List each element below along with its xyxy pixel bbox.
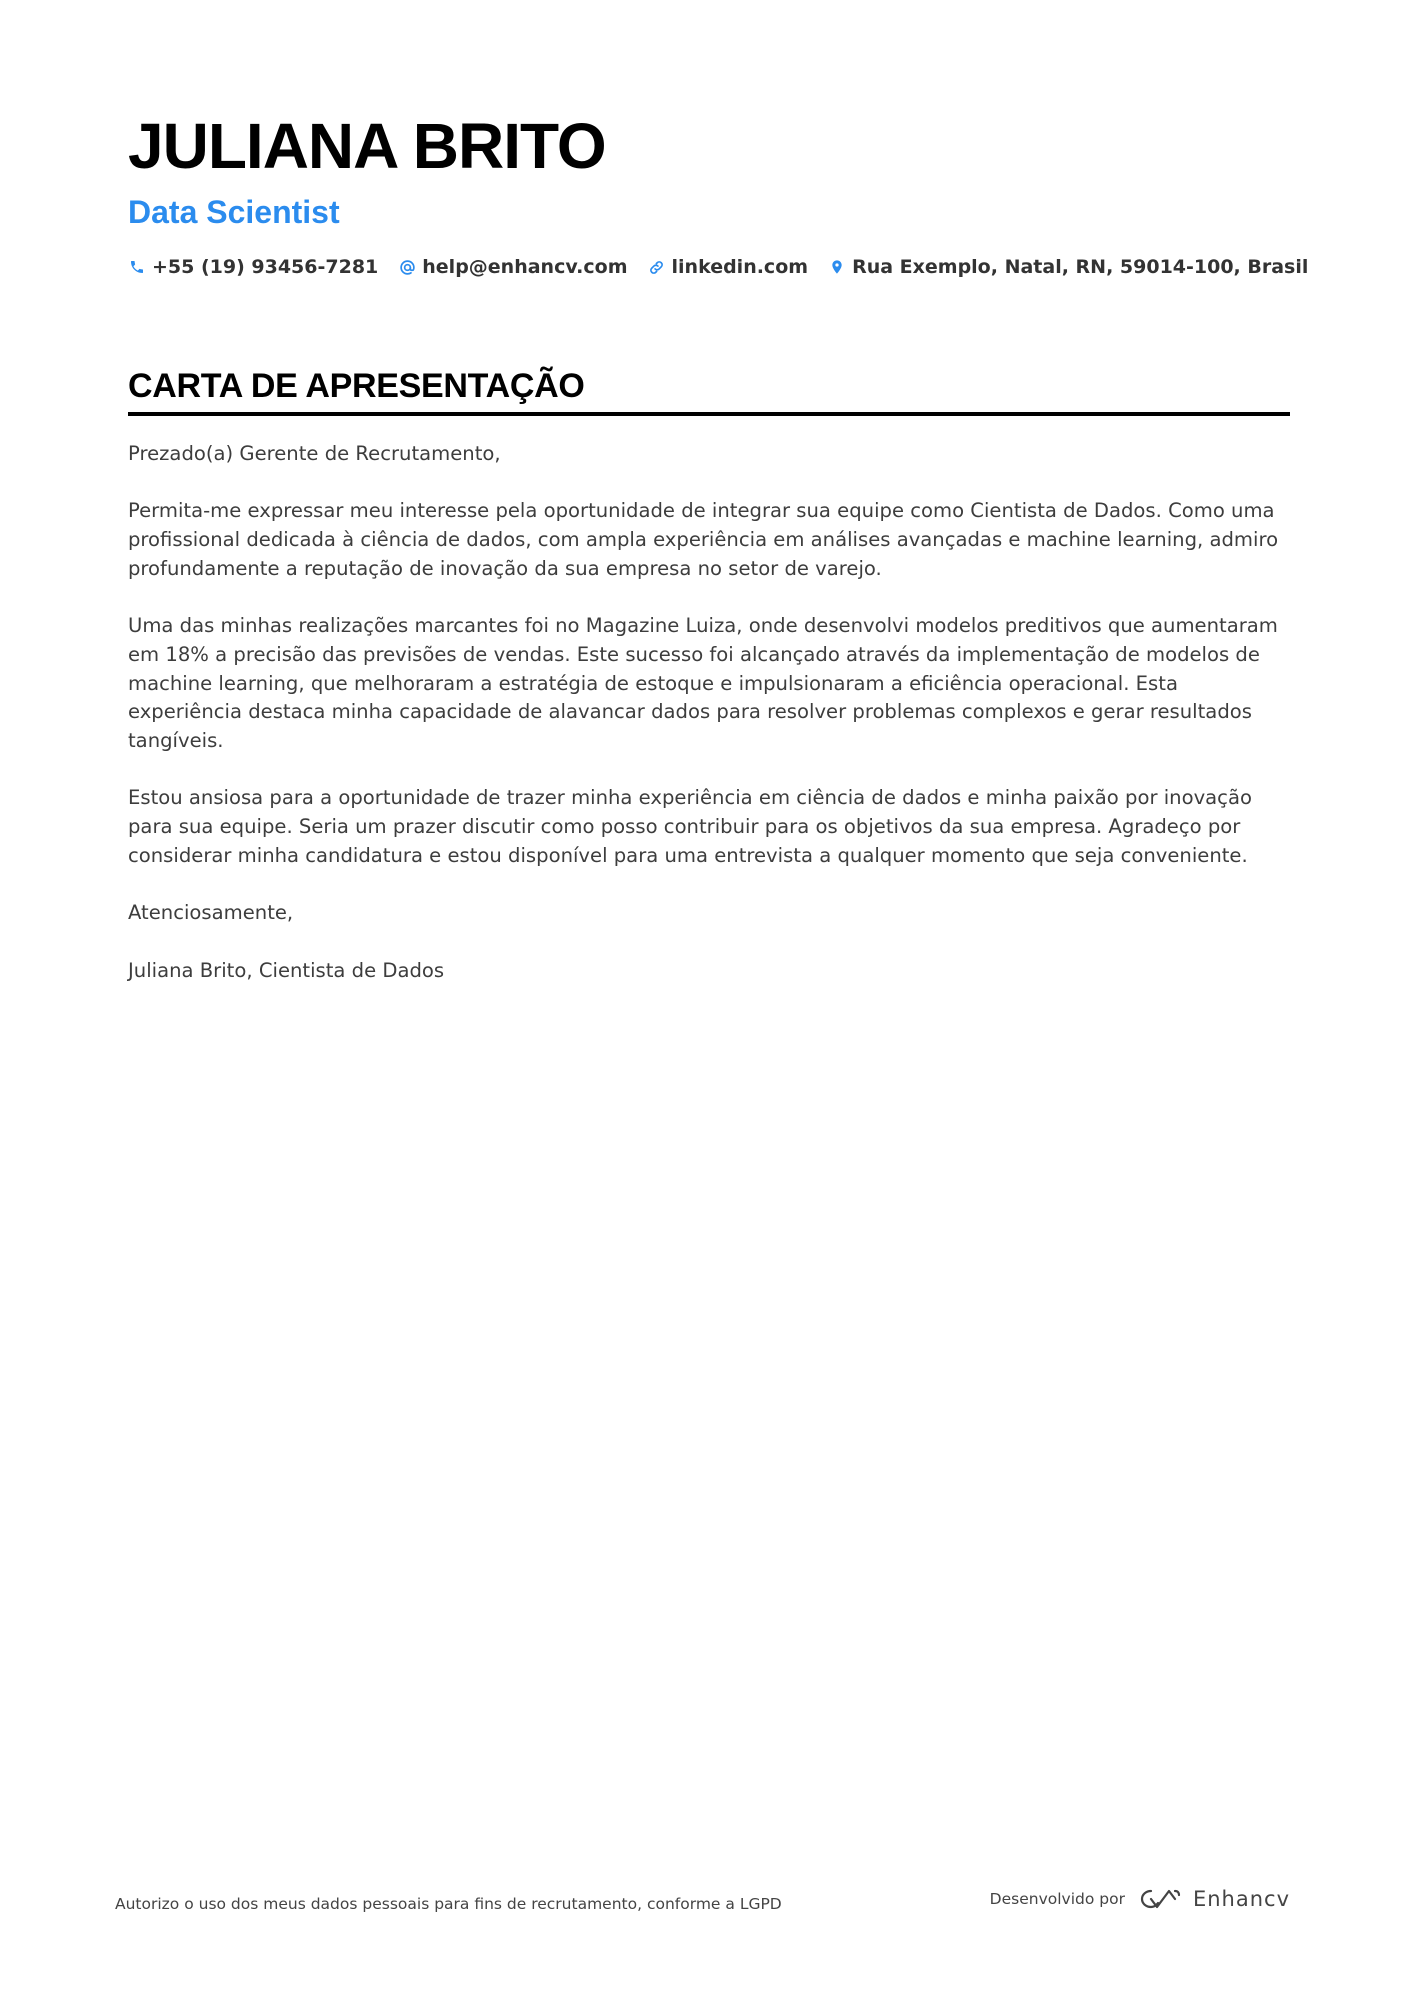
contact-phone [128,256,378,278]
phone-icon [128,258,146,276]
job-title: Data Scientist [128,194,340,230]
at-icon [398,258,416,276]
location-pin-icon [828,258,846,276]
header [128,108,1309,278]
cover-letter-section [128,364,1290,416]
letter-paragraph: Estou ansiosa para a oportunidade de trazer minha experiência em ciência de dados e minha paixão por inovação para sua equipe. Seria um prazer discutir como posso contribuir para os objetivos da sua empresa. Agradeço por considerar minha candidatura e estou disponível para uma entrevista a qualquer momento que seja conveniente. [128,786,1252,867]
powered-by-label: Desenvolvido por [989,1890,1125,1908]
letter-closing: Atenciosamente, [128,901,294,925]
contact-bar [128,256,1309,278]
contact-email-text: help@enhancv.com [422,256,628,278]
contact-linkedin[interactable] [648,256,809,278]
link-icon [648,258,666,276]
contact-address [828,256,1308,278]
consent-note: Autorizo o uso dos meus dados pessoais para fins de recrutamento, conforme a LGPD [115,1895,782,1913]
brand-name: Enhancv [1192,1887,1290,1911]
contact-linkedin-text: linkedin.com [671,256,809,278]
contact-phone-text: +55 (19) 93456-7281 [152,256,379,278]
letter-body [128,440,1290,1014]
section-title: CARTA DE APRESENTAÇÃO [128,367,585,405]
powered-by [990,1886,1290,1912]
letter-paragraph: Uma das minhas realizações marcantes foi no Magazine Luiza, onde desenvolvi modelos preditivos que aumentaram em 18% a precisão das previsões de vendas. Este sucesso foi alcançado através da implementação de modelos de machine learning, que melhoraram a estratégia de estoque e impulsionaram a eficiência operacional. Esta experiência destaca minha capacidade de alavancar dados para resolver problemas complexos e gerar resultados tangíveis. [128,614,1278,752]
enhancv-logo-icon [1137,1886,1183,1912]
contact-address-text: Rua Exemplo, Natal, RN, 59014-100, Brasil [852,256,1309,278]
section-divider [128,412,1290,416]
contact-email[interactable] [398,256,627,278]
letter-greeting: Prezado(a) Gerente de Recrutamento, [128,442,501,465]
candidate-name: JULIANA BRITO [128,110,606,182]
letter-paragraph: Permita-me expressar meu interesse pela oportunidade de integrar sua equipe como Cientista de Dados. Como uma profissional dedicada à ciência de dados, com ampla experiência em análises avançadas e machine learning, admiro profundamente a reputação de inovação da sua empresa no setor de varejo. [128,499,1279,580]
letter-signature: Juliana Brito, Cientista de Dados [128,958,445,982]
